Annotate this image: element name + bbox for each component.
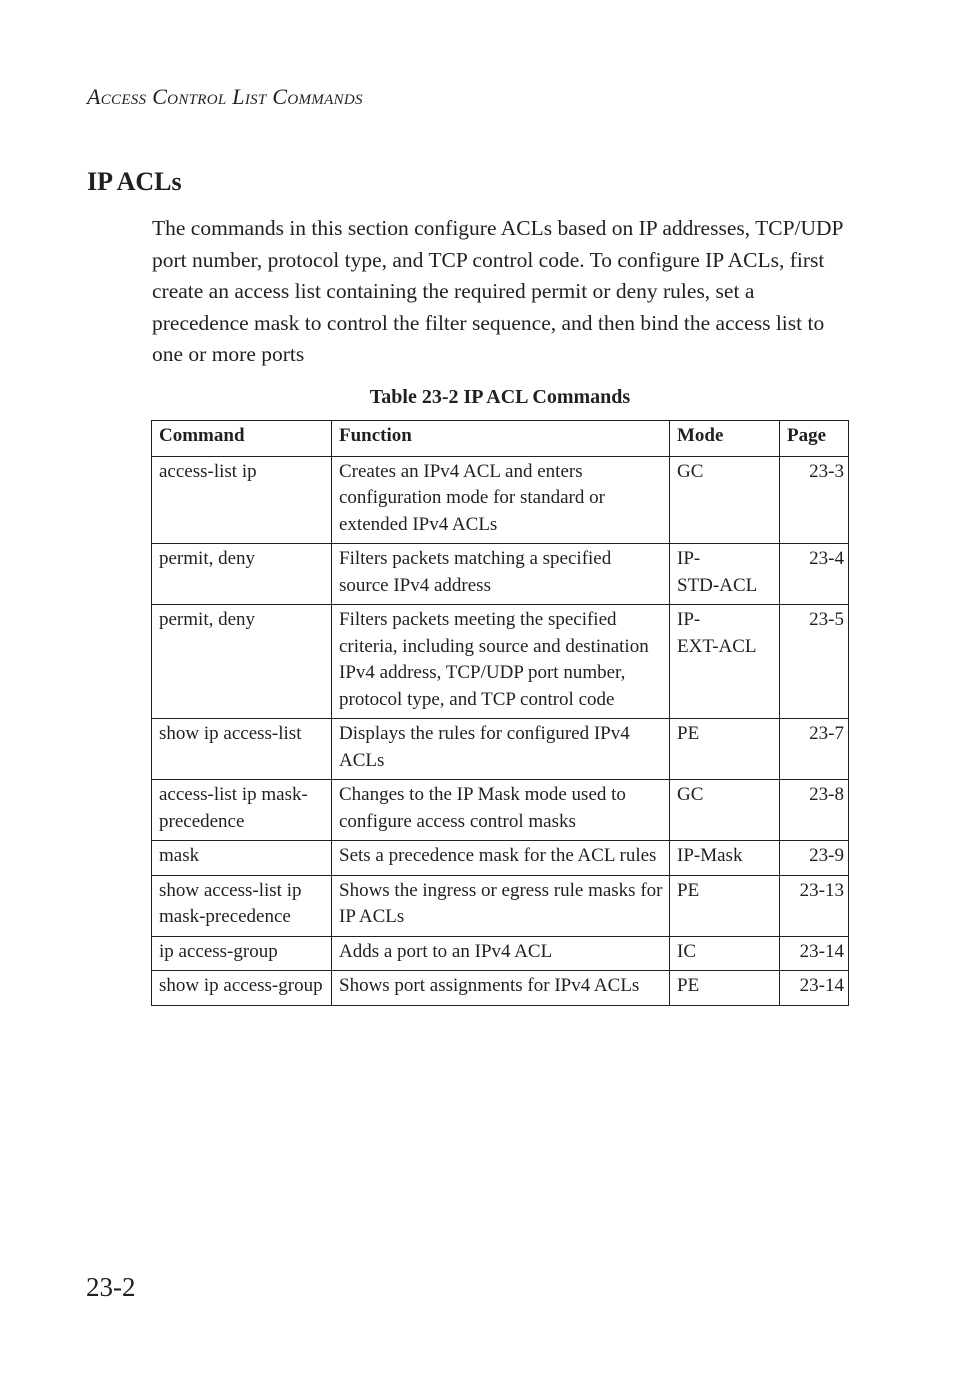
table-header-row [152,421,849,457]
table-row [152,780,849,841]
table-row [152,719,849,780]
cell-command: mask [152,841,332,876]
cell-function: Shows port assignments for IPv4 ACLs [332,971,670,1006]
column-header-function: Function [332,421,670,457]
column-header-command: Command [152,421,332,457]
cell-function: Filters packets meeting the specified criteria, including source and destination IPv4 address, TCP/UDP port number, protocol type, and TCP control code [332,605,670,719]
cell-command: show ip access-group [152,971,332,1006]
cell-function: Displays the rules for configured IPv4 ACLs [332,719,670,780]
table-caption: Table 23-2 IP ACL Commands [369,386,631,408]
cell-command: permit, deny [152,544,332,605]
cell-page: 23-5 [780,605,849,719]
cell-function: Changes to the IP Mask mode used to configure access control masks [332,780,670,841]
table-row [152,875,849,936]
cell-mode: PE [670,971,780,1006]
intro-paragraph: The commands in this section configure ACLs based on IP addresses, TCP/UDP port number, protocol type, and TCP control code. To configure IP ACLs, first create an access list containing the required permit or deny rules, set a precedence mask to control the filter sequence, and then bind the access list to one or more ports [152,216,843,367]
cell-command: access-list ip [152,456,332,544]
cell-page: 23-14 [780,971,849,1006]
cell-command: ip access-group [152,936,332,971]
cell-mode: IP- EXT-ACL [670,605,780,719]
cell-command: show ip access-list [152,719,332,780]
cell-page: 23-8 [780,780,849,841]
cell-page: 23-14 [780,936,849,971]
cell-function: Adds a port to an IPv4 ACL [332,936,670,971]
cell-function: Creates an IPv4 ACL and enters configuration mode for standard or extended IPv4 ACLs [332,456,670,544]
cell-page: 23-9 [780,841,849,876]
cell-mode: IP-Mask [670,841,780,876]
cell-page: 23-7 [780,719,849,780]
page-number: 23-2 [86,1272,136,1302]
section-title: IP ACLs [87,167,182,196]
table-row [152,544,849,605]
cell-page: 23-4 [780,544,849,605]
cell-function: Sets a precedence mask for the ACL rules [332,841,670,876]
cell-mode: PE [670,719,780,780]
table-row [152,841,849,876]
table-row [152,456,849,544]
running-header: Access Control List Commands [87,84,363,109]
cell-mode: IP- STD-ACL [670,544,780,605]
cell-page: 23-13 [780,875,849,936]
cell-command: show access-list ip mask-precedence [152,875,332,936]
cell-mode: GC [670,456,780,544]
ip-acl-commands-table [151,420,849,1006]
table-row [152,605,849,719]
cell-page: 23-3 [780,456,849,544]
cell-mode: GC [670,780,780,841]
table-row [152,971,849,1006]
column-header-page: Page [780,421,849,457]
cell-function: Shows the ingress or egress rule masks for IP ACLs [332,875,670,936]
cell-command: access-list ip mask-precedence [152,780,332,841]
cell-mode: IC [670,936,780,971]
cell-mode: PE [670,875,780,936]
cell-function: Filters packets matching a specified source IPv4 address [332,544,670,605]
table-row [152,936,849,971]
column-header-mode: Mode [670,421,780,457]
cell-command: permit, deny [152,605,332,719]
